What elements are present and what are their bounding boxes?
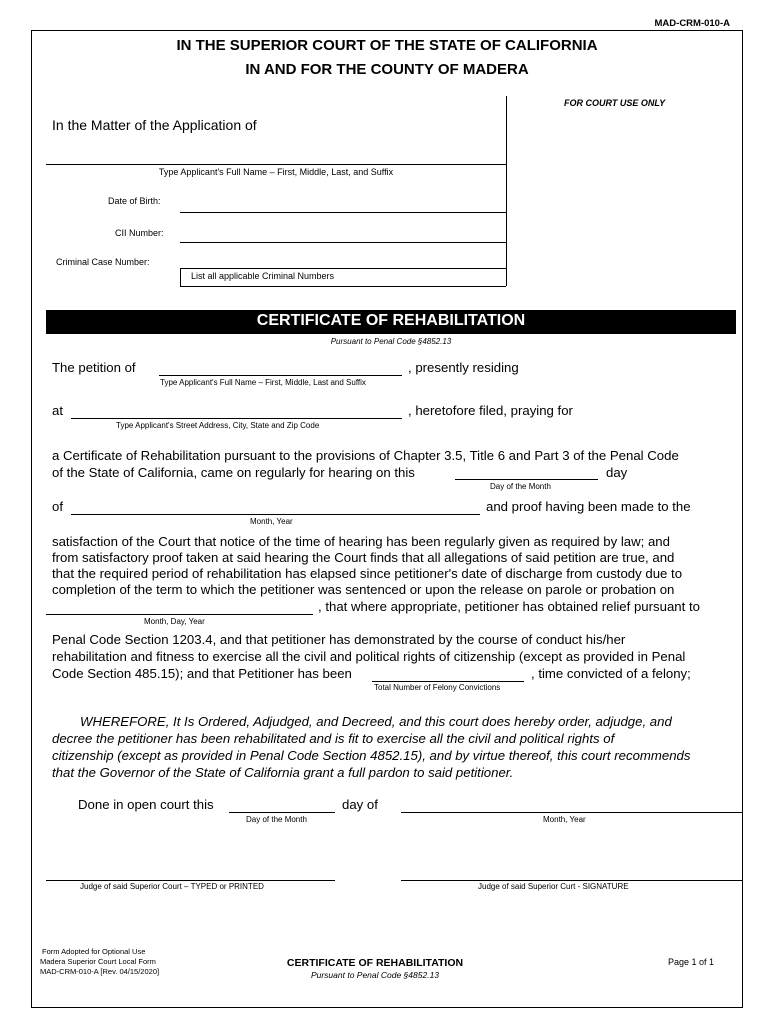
done-day-caption: Day of the Month bbox=[246, 815, 307, 824]
address-field[interactable] bbox=[71, 418, 402, 419]
at-label: at bbox=[52, 403, 63, 418]
footer-subtitle: Pursuant to Penal Code §4852.13 bbox=[310, 970, 440, 980]
address-caption: Type Applicant's Street Address, City, State and Zip Code bbox=[116, 421, 320, 430]
hearing-day-caption: Day of the Month bbox=[490, 482, 551, 491]
done-day-field[interactable] bbox=[229, 812, 335, 813]
petitioner-name-field[interactable] bbox=[159, 375, 402, 376]
court-heading-line2: IN AND FOR THE COUNTY OF MADERA bbox=[245, 61, 529, 78]
court-use-divider bbox=[506, 96, 507, 286]
paragraph3-line2: rehabilitation and fitness to exercise all the civil and political rights of citizenship (except as provided in Penal bbox=[52, 649, 686, 664]
hearing-month-year-caption: Month, Year bbox=[250, 517, 293, 526]
judge-typed-caption: Judge of said Superior Court – TYPED or PRINTED bbox=[80, 882, 264, 891]
day-text: day bbox=[606, 465, 628, 480]
petition-of-label: The petition of bbox=[52, 360, 136, 375]
release-date-caption: Month, Day, Year bbox=[144, 617, 205, 626]
paragraph3-line1: Penal Code Section 1203.4, and that petitioner has demonstrated by the course of conduct his/her bbox=[52, 632, 626, 647]
footer-revision: MAD-CRM-010-A [Rev. 04/15/2020] bbox=[40, 967, 160, 976]
applicant-name-caption: Type Applicant's Full Name – First, Middle, Last, and Suffix bbox=[158, 167, 394, 177]
paragraph1-line2: of the State of California, came on regularly for hearing on this bbox=[52, 465, 415, 480]
case-number-label: Criminal Case Number: bbox=[56, 257, 150, 267]
wherefore-line3: citizenship (except as provided in Penal Code Section 4852.15), and by virtue thereof, this court recommends bbox=[52, 748, 691, 763]
release-date-field[interactable] bbox=[46, 614, 313, 615]
footer-adopted: Form Adopted for Optional Use bbox=[42, 947, 146, 956]
certificate-title: CERTIFICATE OF REHABILITATION bbox=[256, 312, 526, 329]
done-in-court-text: Done in open court this bbox=[78, 797, 214, 812]
presently-residing-text: , presently residing bbox=[408, 360, 519, 375]
case-number-bracket bbox=[180, 268, 181, 286]
wherefore-line4: that the Governor of the State of California grant a full pardon to said petitioner. bbox=[52, 765, 514, 780]
cii-field[interactable] bbox=[180, 242, 506, 243]
petitioner-name-caption: Type Applicant's Full Name – First, Middle, Last and Suffix bbox=[160, 378, 366, 387]
dob-field[interactable] bbox=[180, 212, 506, 213]
paragraph2-line3: that the required period of rehabilitation has elapsed since petitioner's date of discharge from custody due to bbox=[52, 566, 683, 581]
certificate-subtitle: Pursuant to Penal Code §4852.13 bbox=[330, 337, 452, 346]
hearing-month-year-field[interactable] bbox=[71, 514, 480, 515]
cii-label: CII Number: bbox=[115, 228, 164, 238]
wherefore-line2: decree the petitioner has been rehabilitated and is fit to exercise all the civil and political rights of bbox=[52, 731, 615, 746]
hearing-day-field[interactable] bbox=[455, 479, 598, 480]
dob-label: Date of Birth: bbox=[108, 196, 161, 206]
paragraph2-line4: completion of the term to which the petitioner was sentenced or upon the release on parole or probation on bbox=[52, 582, 675, 597]
done-month-year-caption: Month, Year bbox=[543, 815, 586, 824]
court-heading-line1: IN THE SUPERIOR COURT OF THE STATE OF CALIFORNIA bbox=[176, 37, 598, 54]
form-id: MAD-CRM-010-A bbox=[654, 18, 730, 29]
paragraph2-line5: , that where appropriate, petitioner has obtained relief pursuant to bbox=[318, 599, 700, 614]
felony-text: , time convicted of a felony; bbox=[531, 666, 691, 681]
applicant-name-field[interactable] bbox=[46, 164, 506, 165]
footer-local-form: Madera Superior Court Local Form bbox=[40, 957, 156, 966]
paragraph3-line3: Code Section 485.15); and that Petitioner has been bbox=[52, 666, 352, 681]
matter-label: In the Matter of the Application of bbox=[52, 117, 257, 133]
judge-name-field[interactable] bbox=[46, 880, 335, 881]
felony-count-field[interactable] bbox=[372, 681, 524, 682]
case-number-bottom bbox=[180, 286, 506, 287]
paragraph2-line1: satisfaction of the Court that notice of the time of hearing has been regularly given as required by law; and bbox=[52, 534, 670, 549]
paragraph1-line1: a Certificate of Rehabilitation pursuant to the provisions of Chapter 3.5, Title 6 and Part 3 of the Penal Code bbox=[52, 448, 679, 463]
wherefore-line1: WHEREFORE, It Is Ordered, Adjudged, and Decreed, and this court does hereby order, adjudge, and bbox=[80, 714, 672, 729]
of-label: of bbox=[52, 499, 63, 514]
day-of-text: day of bbox=[342, 797, 378, 812]
judge-signature-field[interactable] bbox=[401, 880, 742, 881]
heretofore-text: , heretofore filed, praying for bbox=[408, 403, 573, 418]
case-number-field[interactable] bbox=[180, 268, 506, 269]
footer-title: CERTIFICATE OF REHABILITATION bbox=[286, 957, 464, 969]
proof-text: and proof having been made to the bbox=[486, 499, 691, 514]
judge-signature-caption: Judge of said Superior Curt - SIGNATURE bbox=[478, 882, 629, 891]
done-month-year-field[interactable] bbox=[401, 812, 742, 813]
paragraph2-line2: from satisfactory proof taken at said hearing the Court finds that all allegations of said petition are true, and bbox=[52, 550, 675, 565]
case-number-caption: List all applicable Criminal Numbers bbox=[191, 271, 335, 281]
page-number: Page 1 of 1 bbox=[668, 957, 715, 967]
felony-count-caption: Total Number of Felony Convictions bbox=[374, 683, 501, 692]
court-use-only: FOR COURT USE ONLY bbox=[564, 98, 666, 108]
